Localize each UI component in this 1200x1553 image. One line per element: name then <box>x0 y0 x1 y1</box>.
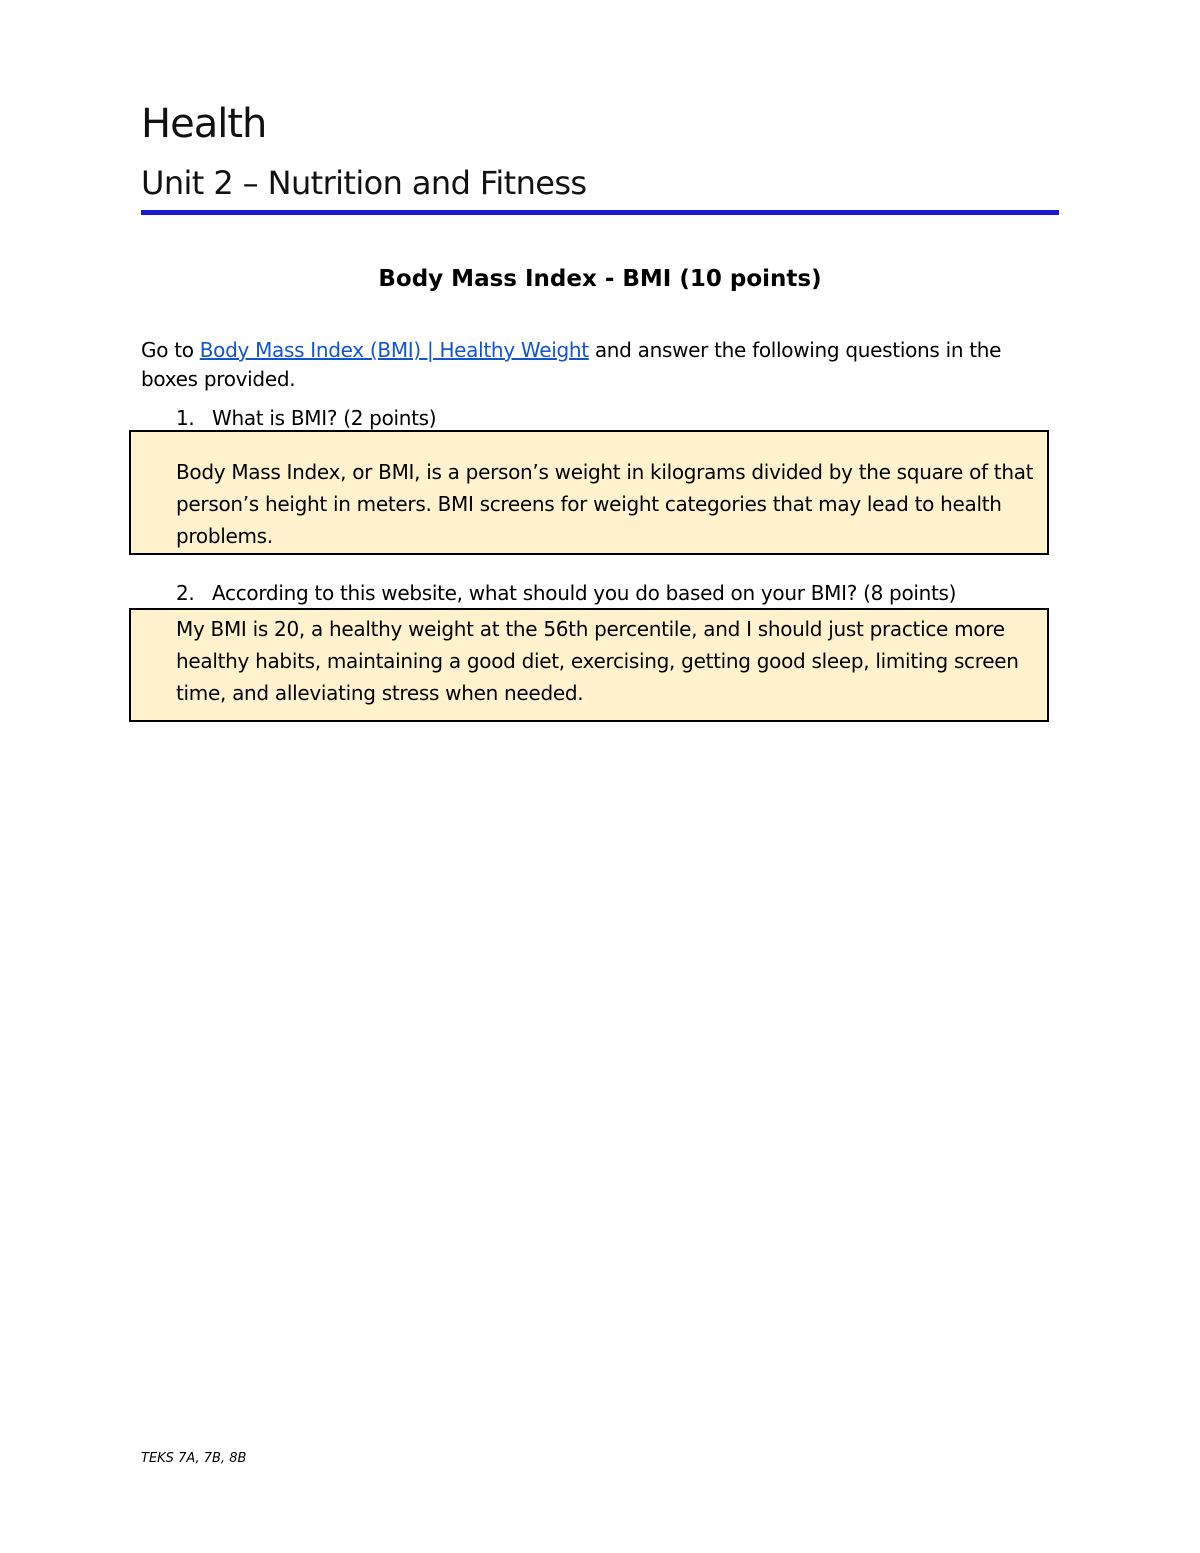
question-2 <box>176 579 956 608</box>
bmi-resource-link[interactable]: Body Mass Index (BMI) | Healthy Weight <box>199 338 589 362</box>
question-2-number: 2. <box>176 581 195 605</box>
answer-box-1[interactable] <box>129 430 1049 555</box>
question-2-text: According to this website, what should you do based on your BMI? (8 points) <box>212 581 957 605</box>
title-divider <box>141 210 1059 215</box>
answer-box-2[interactable] <box>129 608 1049 722</box>
answer-2-text: My BMI is 20, a healthy weight at the 56th percentile, and I should just practice more healthy habits, maintaining a good diet, exercising, getting good sleep, limiting screen time, and alleviating stress when needed. <box>176 617 1019 705</box>
page-title: Health <box>141 101 267 147</box>
question-1-text: What is BMI? (2 points) <box>212 406 437 430</box>
instructions-suffix: and answer the following questions in the boxes provided. <box>141 338 1002 391</box>
question-1-number: 1. <box>176 406 195 430</box>
answer-1-text: Body Mass Index, or BMI, is a person’s weight in kilograms divided by the square of that person’s height in meters. BMI screens for weight categories that may lead to health problems. <box>176 460 1034 548</box>
assignment-heading: Body Mass Index - BMI (10 points) <box>378 266 822 292</box>
instructions-prefix: Go to <box>141 338 200 362</box>
unit-subtitle: Unit 2 – Nutrition and Fitness <box>141 164 587 202</box>
question-1 <box>176 404 436 433</box>
footer-teks: TEKS 7A, 7B, 8B <box>141 1451 247 1466</box>
instructions <box>141 336 1041 394</box>
